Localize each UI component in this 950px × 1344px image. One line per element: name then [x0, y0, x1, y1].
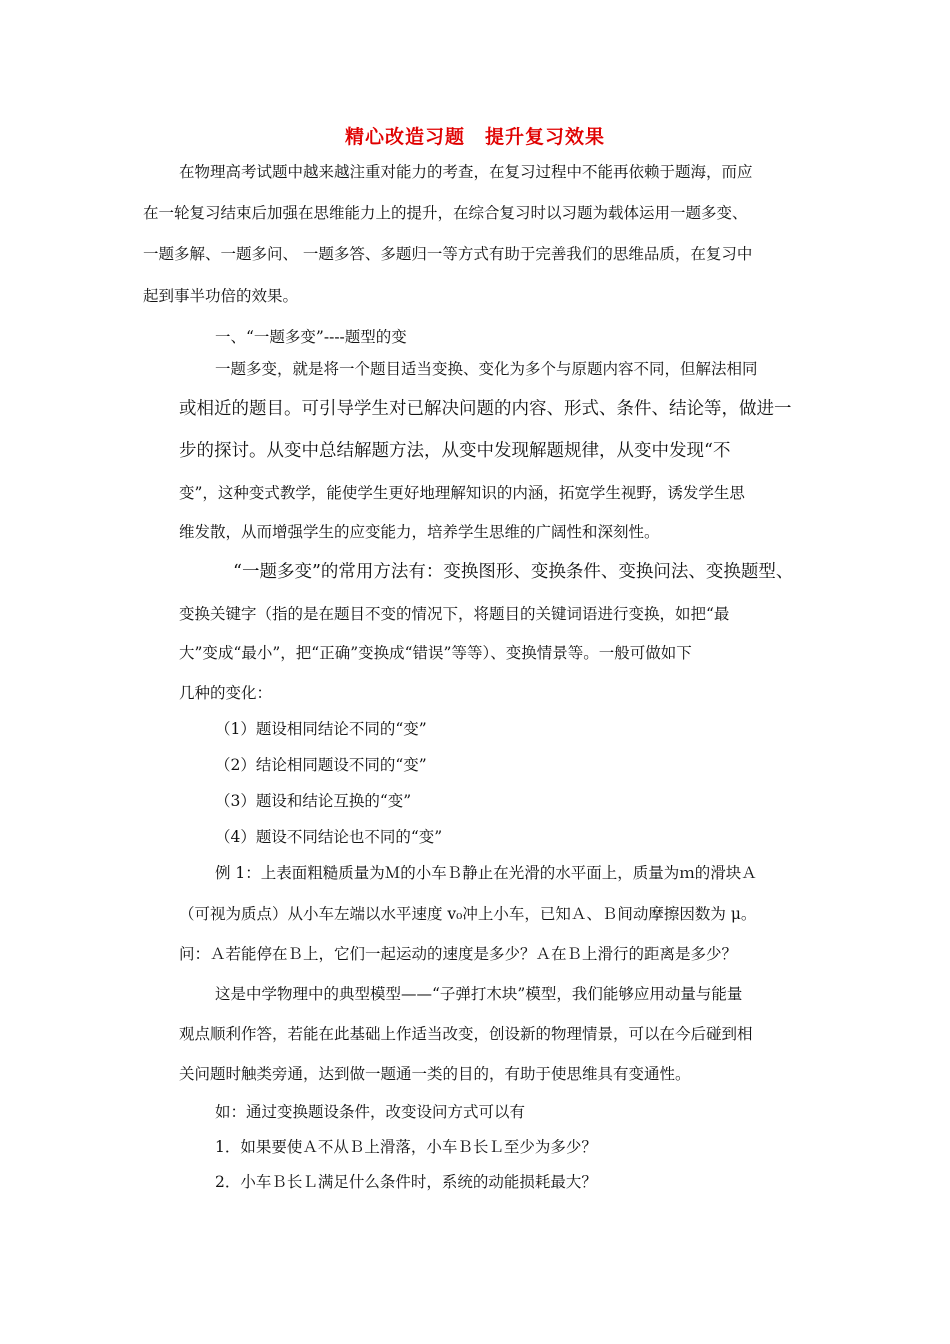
paragraph-line: 这是中学物理中的典型模型——“子弹打木块”模型，我们能够应用动量与能量	[215, 985, 743, 1003]
paragraph-line: 起到事半功倍的效果。	[143, 287, 299, 305]
example-line: 问：Ａ若能停在Ｂ上，它们一起运动的速度是多少？Ａ在Ｂ上滑行的距离是多少？	[179, 945, 738, 963]
paragraph-line: 变换关键字（指的是在题目不变的情况下，将题目的关键词语进行变换，如把“最	[179, 605, 730, 623]
paragraph-line: 观点顺利作答，若能在此基础上作适当改变，创设新的物理情景，可以在今后碰到相	[179, 1025, 753, 1043]
paragraph-line: 步的探讨。从变中总结解题方法，从变中发现解题规律，从变中发现“不	[179, 441, 731, 461]
paragraph-line: 维发散，从而增强学生的应变能力，培养学生思维的广阔性和深刻性。	[179, 523, 660, 541]
list-item: （4）题设不同结论也不同的“变”	[215, 828, 443, 846]
paragraph-line: 几种的变化：	[179, 684, 273, 702]
example-line: 例 1：上表面粗糙质量为Ｍ的小车Ｂ静止在光滑的水平面上，质量为ｍ的滑块Ａ	[215, 864, 757, 882]
question-item: 2．小车Ｂ长Ｌ满足什么条件时，系统的动能损耗最大？	[215, 1173, 597, 1191]
paragraph-line: 一题多解、一题多问、 一题多答、多题归一等方式有助于完善我们的思维品质，在复习中	[143, 245, 753, 263]
section-heading: 一、“一题多变”----题型的变	[215, 328, 407, 346]
paragraph-line: 在一轮复习结束后加强在思维能力上的提升，在综合复习时以习题为载体运用一题多变、	[143, 204, 748, 222]
question-item: 1．如果要使Ａ不从Ｂ上滑落，小车Ｂ长Ｌ至少为多少？	[215, 1138, 597, 1156]
list-item: （1）题设相同结论不同的“变”	[215, 720, 427, 738]
paragraph-line: “一题多变”的常用方法有：变换图形、变换条件、变换问法、变换题型、	[233, 562, 794, 582]
document-title: 精心改造习题 提升复习效果	[344, 126, 605, 148]
paragraph-line: 关问题时触类旁通，达到做一题通一类的目的，有助于使思维具有变通性。	[179, 1065, 691, 1083]
paragraph-line: 在物理高考试题中越来越注重对能力的考查，在复习过程中不能再依赖于题海，而应	[179, 163, 753, 181]
example-line: （可视为质点）从小车左端以水平速度 v₀冲上小车，已知Ａ、Ｂ间动摩擦因数为 μ。	[179, 905, 757, 923]
paragraph-line: 或相近的题目。可引导学生对已解决问题的内容、形式、条件、结论等，做进一	[179, 399, 792, 419]
list-item: （3）题设和结论互换的“变”	[215, 792, 412, 810]
paragraph-line: 如：通过变换题设条件，改变设问方式可以有	[215, 1103, 526, 1121]
paragraph-line: 一题多变，就是将一个题目适当变换、变化为多个与原题内容不同，但解法相同	[215, 360, 758, 378]
paragraph-line: 变”，这种变式教学，能使学生更好地理解知识的内涵，拓宽学生视野，诱发学生思	[179, 484, 745, 502]
list-item: （2）结论相同题设不同的“变”	[215, 756, 427, 774]
paragraph-line: 大”变成“最小”，把“正确”变换成“错误”等等）、变换情景等。一般可做如下	[179, 644, 692, 662]
